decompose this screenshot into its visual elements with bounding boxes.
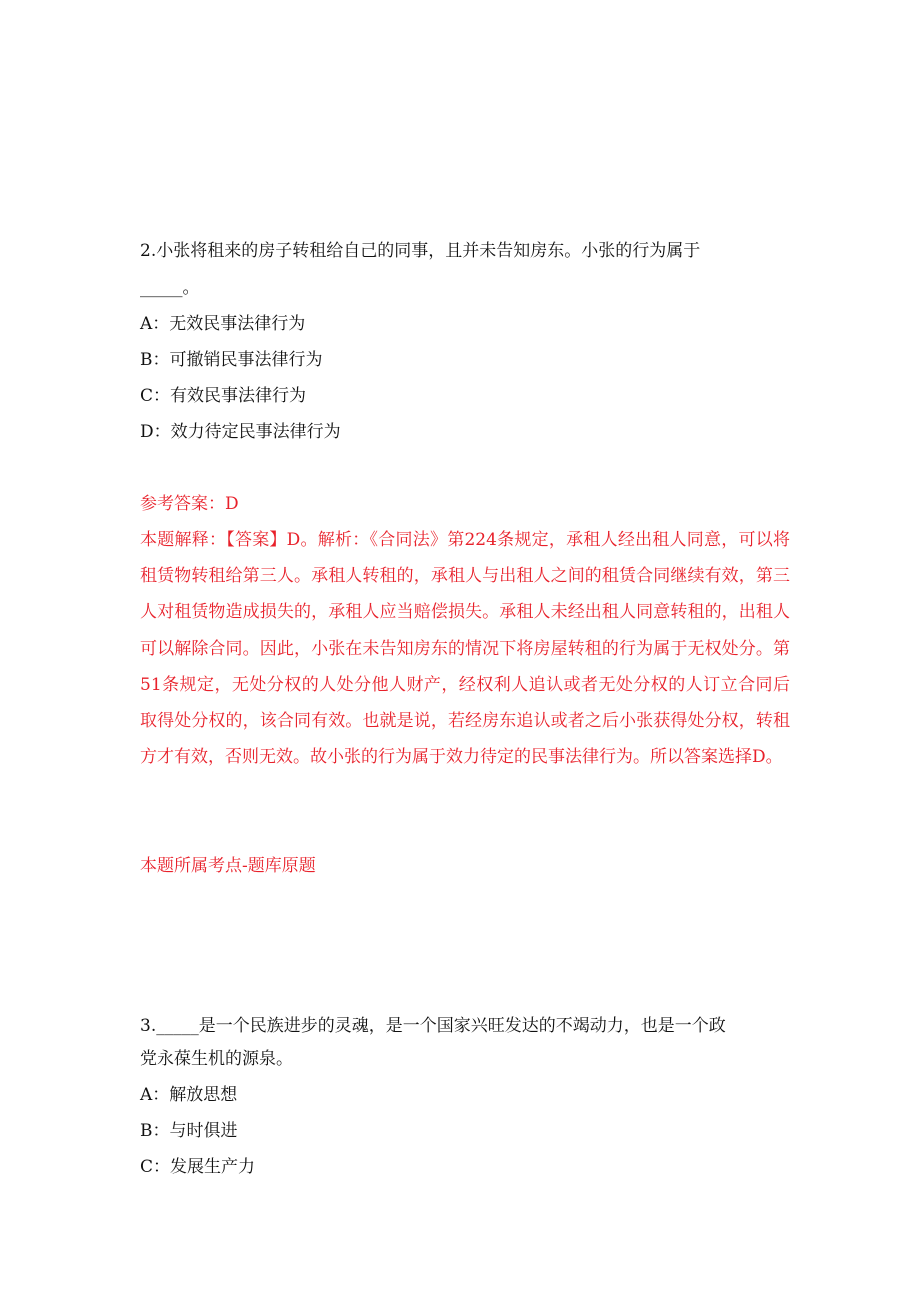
q2-stem-line2: _____。	[140, 278, 200, 298]
q2-stem-line1: 2.小张将租来的房子转租给自己的同事，且并未告知房东。小张的行为属于	[140, 241, 701, 261]
q2-source: 本题所属考点-题库原题	[140, 856, 316, 876]
q3-option-c: C：发展生产力	[140, 1157, 256, 1177]
q2-option-d: D：效力待定民事法律行为	[140, 422, 341, 442]
q2-answer: 参考答案：D	[140, 494, 239, 514]
q2-option-a: A：无效民事法律行为	[140, 314, 306, 334]
q2-option-b: B：可撤销民事法律行为	[140, 350, 323, 370]
q3-stem-line2: 党永葆生机的源泉。	[140, 1049, 293, 1069]
q2-option-c: C：有效民事法律行为	[140, 386, 307, 406]
q3-option-b: B：与时俱进	[140, 1121, 238, 1141]
q3-stem-line1: 3._____是一个民族进步的灵魂，是一个国家兴旺发达的不竭动力，也是一个政	[140, 1016, 726, 1036]
q3-option-a: A：解放思想	[140, 1085, 238, 1105]
q2-explanation: 本题解释：【答案】D。解析：《合同法》第224条规定，承租人经出租人同意，可以将租赁物转租给第三人。承租人转租的，承租人与出租人之间的租赁合同继续有效，第三人对租赁物造成损失的，承租人应当赔偿损失。承租人未经出租人同意转租的，出租人可以解除合同。因此，小张在未告知房东的情况下将房屋转租的行为属于无权处分。第51条规定，无处分权的人处分他人财产，经权利人追认或者无处分权的人订立合同后取得处分权的，该合同有效。也就是说，若经房东追认或者之后小张获得处分权，转租方才有效，否则无效。故小张的行为属于效力待定的民事法律行为。所以答案选择D。	[140, 530, 790, 768]
